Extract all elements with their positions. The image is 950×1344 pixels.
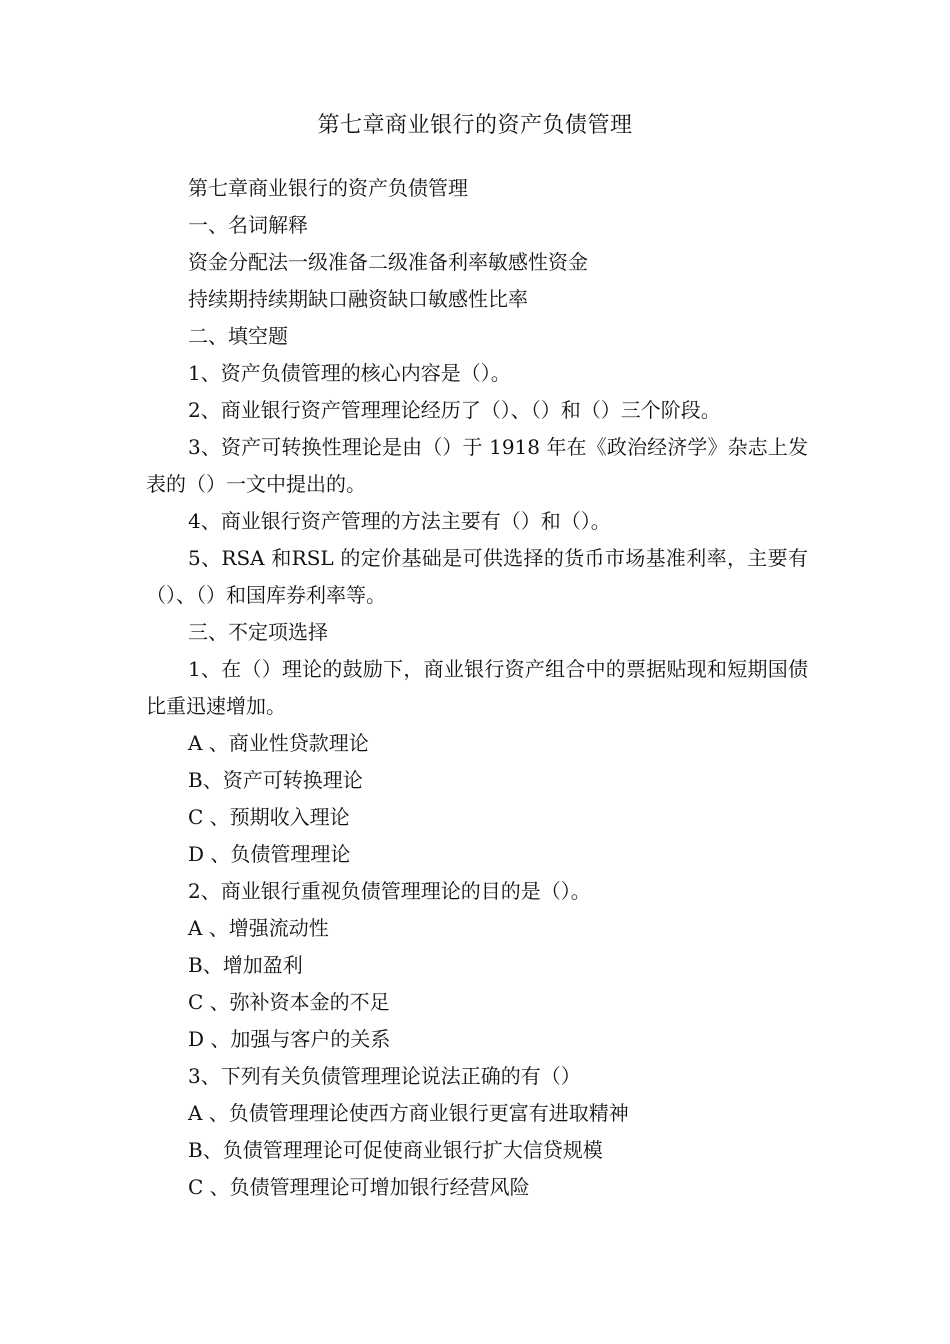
fill-blank-question-4: 4、商业银行资产管理的方法主要有（）和（）。 bbox=[188, 509, 611, 533]
choice-q1-option-d: D 、负债管理理论 bbox=[188, 842, 351, 866]
chapter-heading: 第七章商业银行的资产负债管理 bbox=[188, 176, 468, 200]
choice-q1-option-b: B、资产可转换理论 bbox=[188, 768, 363, 792]
terms-line-2: 持续期持续期缺口融资缺口敏感性比率 bbox=[188, 287, 528, 311]
choice-q2-option-d: D 、加强与客户的关系 bbox=[188, 1027, 391, 1051]
choice-q2-option-b: B、增加盈利 bbox=[188, 953, 303, 977]
fill-blank-question-5: 5、RSA 和RSL 的定价基础是可供选择的货币市场基准利率，主要有（）、（）和国库券利率等。 bbox=[146, 546, 808, 607]
choice-q1-option-c: C 、预期收入理论 bbox=[188, 805, 350, 829]
choice-question-3: 3、下列有关负债管理理论说法正确的有（） bbox=[188, 1064, 581, 1088]
choice-q2-option-c: C 、弥补资本金的不足 bbox=[188, 990, 390, 1014]
fill-blank-question-1: 1、资产负债管理的核心内容是（）。 bbox=[188, 361, 511, 385]
section-heading-multiple-choice: 三、不定项选择 bbox=[188, 620, 328, 644]
terms-line-1: 资金分配法一级准备二级准备利率敏感性资金 bbox=[188, 250, 588, 274]
fill-blank-question-3: 3、资产可转换性理论是由（）于 1918 年在《政治经济学》杂志上发表的（）一文中提出的。 bbox=[146, 435, 808, 496]
choice-q1-option-a: A 、商业性贷款理论 bbox=[188, 731, 369, 755]
document-body bbox=[146, 170, 808, 1206]
section-heading-fill-blank: 二、填空题 bbox=[188, 324, 288, 348]
choice-q3-option-b: B、负债管理理论可促使商业银行扩大信贷规模 bbox=[188, 1138, 603, 1162]
choice-question-2: 2、商业银行重视负债管理理论的目的是（）。 bbox=[188, 879, 591, 903]
choice-question-1: 1、在（）理论的鼓励下，商业银行资产组合中的票据贴现和短期国债比重迅速增加。 bbox=[146, 657, 808, 718]
choice-q2-option-a: A 、增强流动性 bbox=[188, 916, 329, 940]
choice-q3-option-a: A 、负债管理理论使西方商业银行更富有进取精神 bbox=[188, 1101, 629, 1125]
section-heading-terms: 一、名词解释 bbox=[188, 213, 308, 237]
choice-q3-option-c: C 、负债管理理论可增加银行经营风险 bbox=[188, 1175, 530, 1199]
fill-blank-question-2: 2、商业银行资产管理理论经历了（）、（）和（）三个阶段。 bbox=[188, 398, 721, 422]
document-title: 第七章商业银行的资产负债管理 bbox=[317, 113, 633, 138]
